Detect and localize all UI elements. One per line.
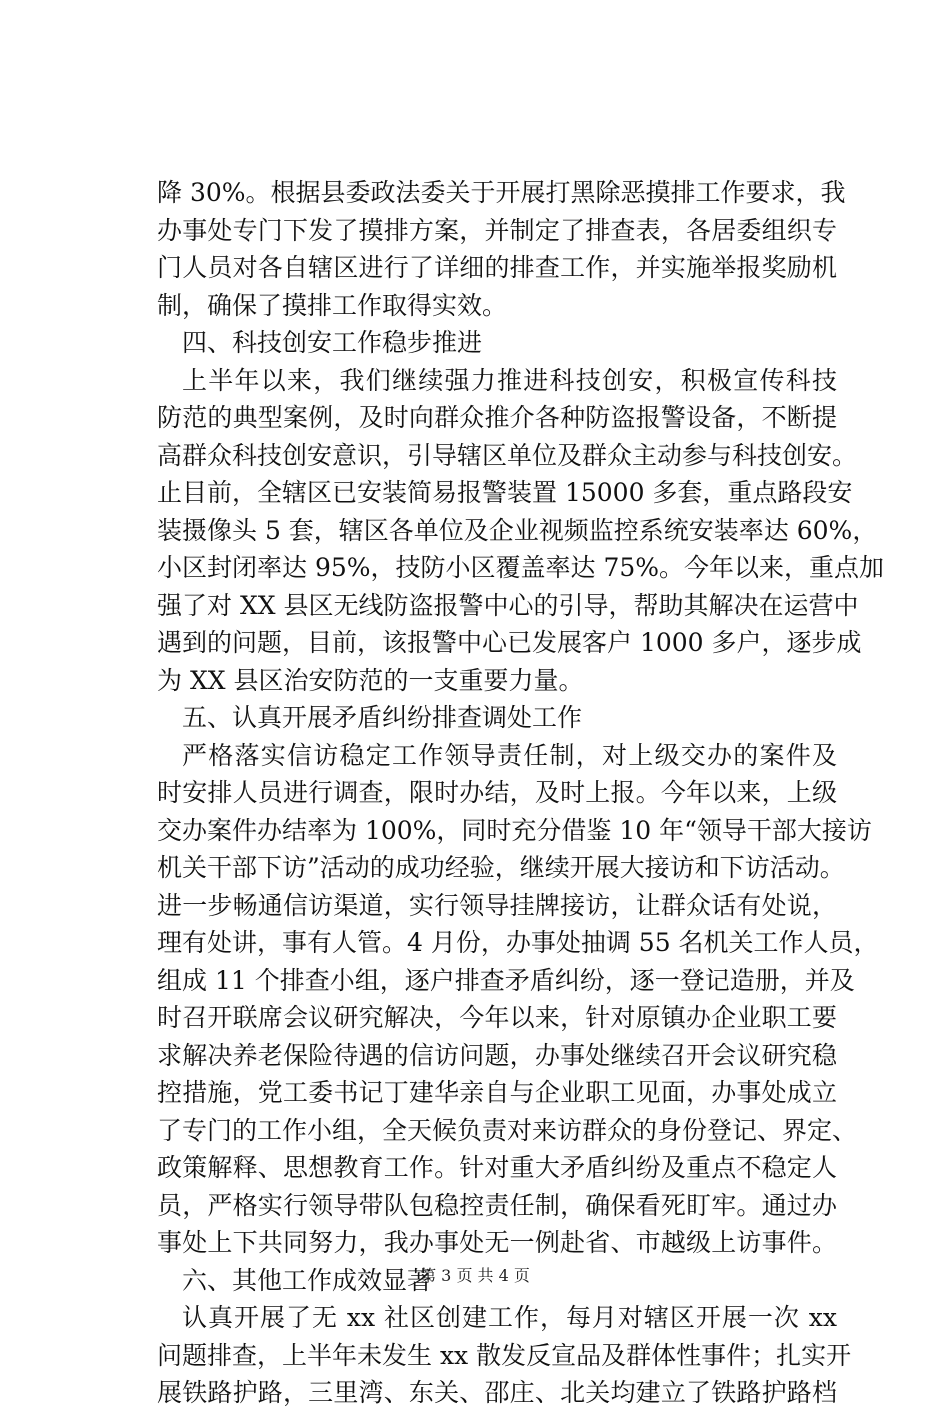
- text-line: 办事处专门下发了摸排方案，并制定了排查表，各居委组织专: [157, 215, 837, 245]
- text-line: 理有处讲，事有人管。4 月份，办事处抽调 55 名机关工作人员，: [157, 928, 879, 957]
- text-line: 控措施，党工委书记丁建华亲自与企业职工见面，办事处成立: [157, 1078, 837, 1107]
- text-line: 防范的典型案例，及时向群众推介各种防盗报警设备，不断提: [157, 403, 837, 432]
- text-line: 时安排人员进行调查，限时办结，及时上报。今年以来，上级: [157, 778, 837, 807]
- text-line: 降 30%。根据县委政法委关于开展打黑除恶摸排工作要求，我: [157, 178, 846, 207]
- text-line: 时召开联席会议研究解决，今年以来，针对原镇办企业职工要: [157, 1003, 837, 1032]
- text-line: 机关干部下访”活动的成功经验，继续开展大接访和下访活动。: [157, 853, 845, 882]
- text-line: 止目前，全辖区已安装简易报警装置 15000 多套，重点路段安: [157, 478, 853, 507]
- text-line: 组成 11 个排查小组，逐户排查矛盾纠纷，逐一登记造册，并及: [157, 965, 855, 995]
- text-line: 政策解释、思想教育工作。针对重大矛盾纠纷及重点不稳定人: [157, 1153, 837, 1182]
- text-line: 事处上下共同努力，我办事处无一例赴省、市越级上访事件。: [157, 1228, 837, 1257]
- text-line: 小区封闭率达 95%，技防小区覆盖率达 75%。今年以来，重点加: [157, 553, 885, 582]
- text-line: 员，严格实行领导带队包稳控责任制，确保看死盯牢。通过办: [157, 1190, 837, 1220]
- text-line: 为 XX 县区治安防范的一支重要力量。: [157, 665, 584, 695]
- section-heading: 四、科技创安工作稳步推进: [182, 328, 483, 357]
- text-line: 严格落实信访稳定工作领导责任制，对上级交办的案件及: [182, 740, 837, 770]
- text-line: 强了对 XX 县区无线防盗报警中心的引导，帮助其解决在运营中: [157, 590, 859, 620]
- text-line: 进一步畅通信访渠道，实行领导挂牌接访，让群众话有处说，: [157, 890, 837, 920]
- text-line: 求解决养老保险待遇的信访问题，办事处继续召开会议研究稳: [157, 1040, 837, 1070]
- text-line: 上半年以来，我们继续强力推进科技创安，积极宣传科技: [182, 365, 837, 395]
- section-heading: 六、其他工作成效显著: [182, 1265, 433, 1295]
- section-heading: 五、认真开展矛盾纠纷排查调处工作: [182, 703, 583, 732]
- text-line: 门人员对各自辖区进行了详细的排查工作，并实施举报奖励机: [157, 253, 837, 282]
- text-line: 装摄像头 5 套，辖区各单位及企业视频监控系统安装率达 60%，: [157, 515, 878, 545]
- text-line: 制，确保了摸排工作取得实效。: [157, 290, 508, 320]
- text-line: 认真开展了无 xx 社区创建工作，每月对辖区开展一次 xx: [182, 1303, 837, 1332]
- text-line: 遇到的问题，目前，该报警中心已发展客户 1000 多户，逐步成: [157, 628, 862, 657]
- text-line: 高群众科技创安意识，引导辖区单位及群众主动参与科技创安。: [157, 440, 858, 470]
- page-number-footer: 第 3 页 共 4 页: [420, 1266, 530, 1285]
- body-text: [157, 174, 885, 1412]
- text-line: 了专门的工作小组，全天候负责对来访群众的身份登记、界定、: [157, 1115, 858, 1145]
- text-line: 展铁路护路，三里湾、东关、邵庄、北关均建立了铁路护路档: [157, 1378, 837, 1407]
- text-line: 问题排查，上半年未发生 xx 散发反宣品及群体性事件；扎实开: [157, 1340, 852, 1370]
- text-line: 交办案件办结率为 100%，同时充分借鉴 10 年“领导干部大接访: [157, 815, 872, 845]
